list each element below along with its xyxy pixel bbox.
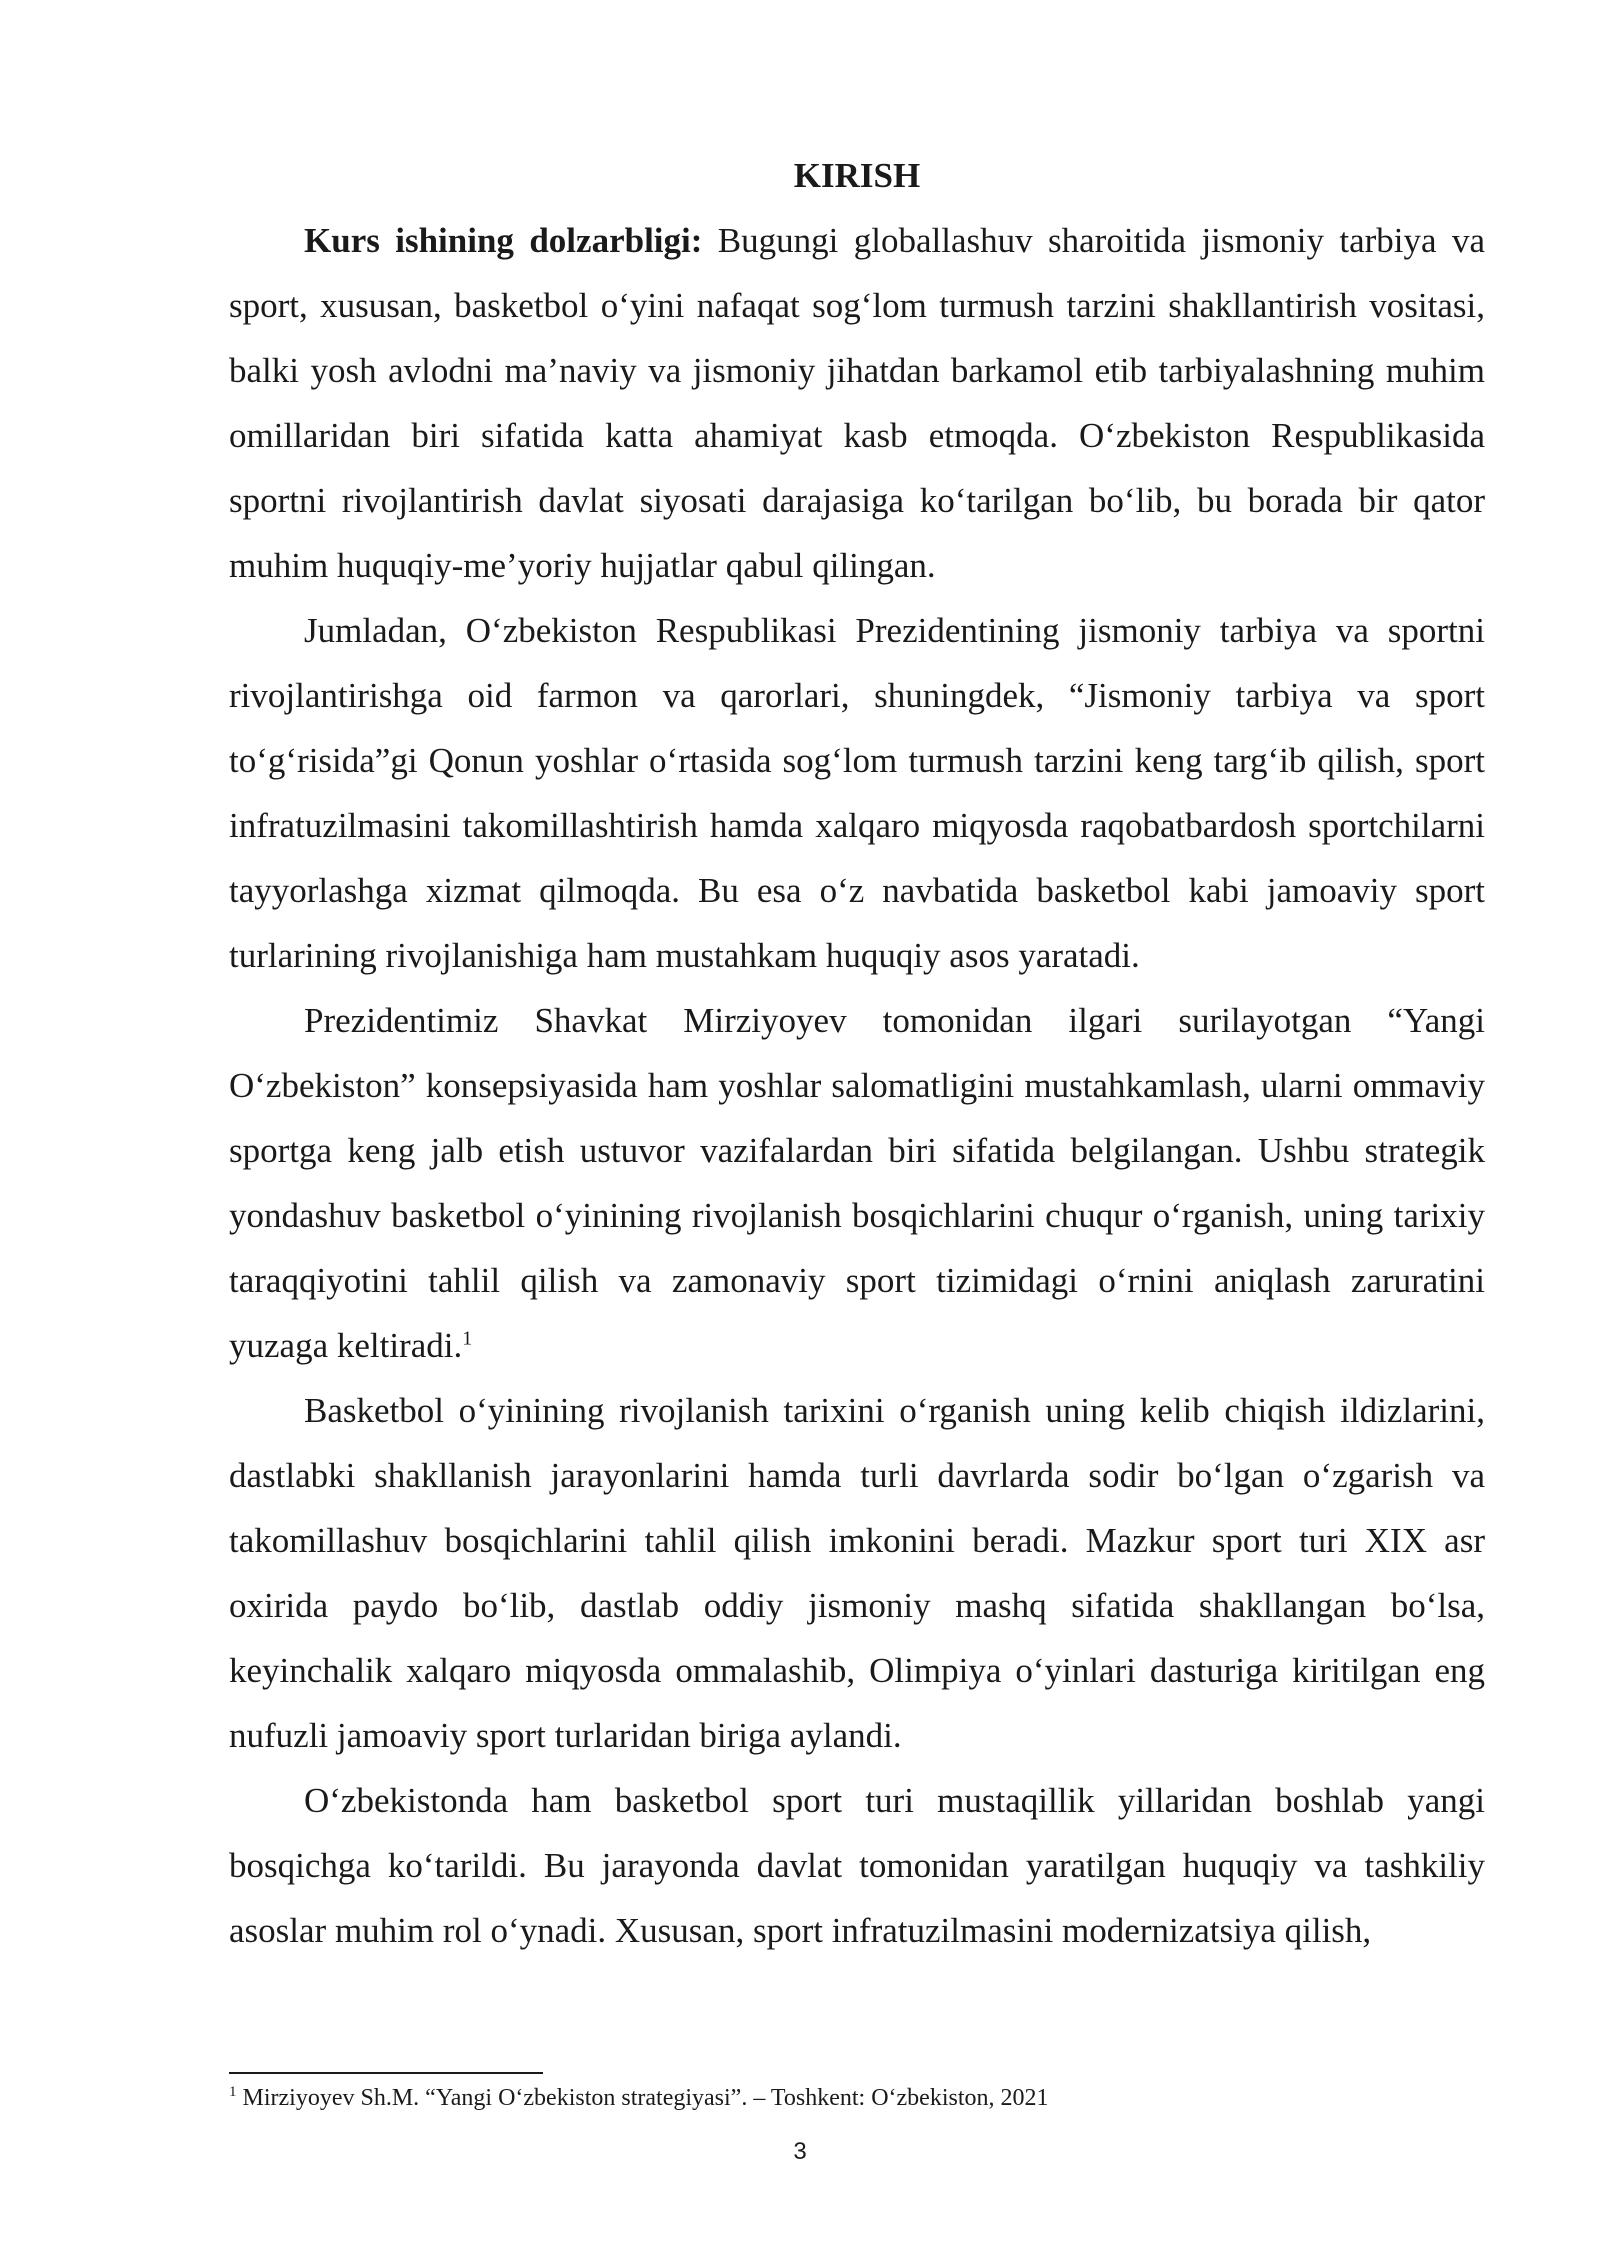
paragraph-text: O‘zbekistonda ham basketbol sport turi mustaqillik yillaridan boshlab yangi bosqichga ko‘tarildi. Bu jarayonda davlat tomonidan yaratilgan huquqiy va tashkiliy asoslar muhim rol o‘ynadi. Xususan, sport infratuzilmasini modernizatsiya qilish, — [229, 1781, 1485, 1950]
paragraph-text: Jumladan, O‘zbekiston Respublikasi Prezidentining jismoniy tarbiya va sportni rivojlantirishga oid farmon va qarorlari, shuningdek, “Jismoniy tarbiya va sport to‘g‘risida”gi Qonun yoshlar o‘rtasida sog‘lom turmush tarzini keng targ‘ib qilish, sport infratuzilmasini takomillashtirish hamda xalqaro miqyosda raqobatbardosh sportchilarni tayyorlashga xizmat qilmoqda. Bu esa o‘z navbatida basketbol kabi jamoaviy sport turlarining rivojlanishiga ham mustahkam huquqiy asos yaratadi. — [229, 611, 1485, 975]
paragraph-uzbekistan-basketball — [229, 1768, 1485, 1963]
section-heading: KIRISH — [793, 156, 921, 195]
page-body — [229, 143, 1485, 1963]
paragraph-text: Bugungi globallashuv sharoitida jismoniy tarbiya va sport, xususan, basketbol o‘yini nafaqat sog‘lom turmush tarzini shakllantirish vositasi, balki yosh avlodni ma’naviy va jismoniy jihatdan barkamol etib tarbiyalashning muhim omillaridan biri sifatida katta ahamiyat kasb etmoqda. O‘zbekiston Respublikasida sportni rivojlantirish davlat siyosati darajasiga ko‘tarilgan bo‘lib, bu borada bir qator muhim huquqiy-me’yoriy hujjatlar qabul qilingan. — [229, 221, 1485, 585]
paragraph-relevance — [229, 208, 1485, 598]
footnote-text: Mirziyoyev Sh.M. “Yangi O‘zbekiston strategiyasi”. – Toshkent: O‘zbekiston, 2021 — [236, 2085, 1049, 2111]
paragraph-legislation — [229, 598, 1485, 988]
paragraph-text: Basketbol o‘yinining rivojlanish tarixini o‘rganish uning kelib chiqish ildizlarini, dastlabki shakllanish jarayonlarini hamda turli davrlarda sodir bo‘lgan o‘zgarish va takomillashuv bosqichlarini tahlil qilish imkonini beradi. Mazkur sport turi XIX asr oxirida paydo bo‘lib, dastlab oddiy jismoniy mashq sifatida shakllangan bo‘lsa, keyinchalik xalqaro miqyosda ommalashib, Olimpiya o‘yinlari dasturiga kiritilgan eng nufuzli jamoaviy sport turlaridan biriga aylandi. — [229, 1391, 1485, 1755]
footnote — [229, 2082, 1485, 2114]
paragraph-lead: Kurs ishining dolzarbligi: — [304, 221, 703, 260]
footnote-number: 1 — [229, 2084, 237, 2100]
paragraph-new-uzbekistan — [229, 988, 1485, 1378]
page-number: 3 — [793, 2138, 807, 2165]
footnote-reference[interactable]: 1 — [462, 1327, 473, 1350]
paragraph-history — [229, 1378, 1485, 1768]
paragraph-text: Prezidentimiz Shavkat Mirziyoyev tomonidan ilgari surilayotgan “Yangi O‘zbekiston” konsepsiyasida ham yoshlar salomatligini mustahkamlash, ularni ommaviy sportga keng jalb etish ustuvor vazifalardan biri sifatida belgilangan. Ushbu strategik yondashuv basketbol o‘yinining rivojlanish bosqichlarini chuqur o‘rganish, uning tarixiy taraqqiyotini tahlil qilish va zamonaviy sport tizimidagi o‘rnini aniqlash zaruratini yuzaga keltiradi. — [229, 1001, 1485, 1365]
footnote-separator — [229, 2072, 543, 2074]
